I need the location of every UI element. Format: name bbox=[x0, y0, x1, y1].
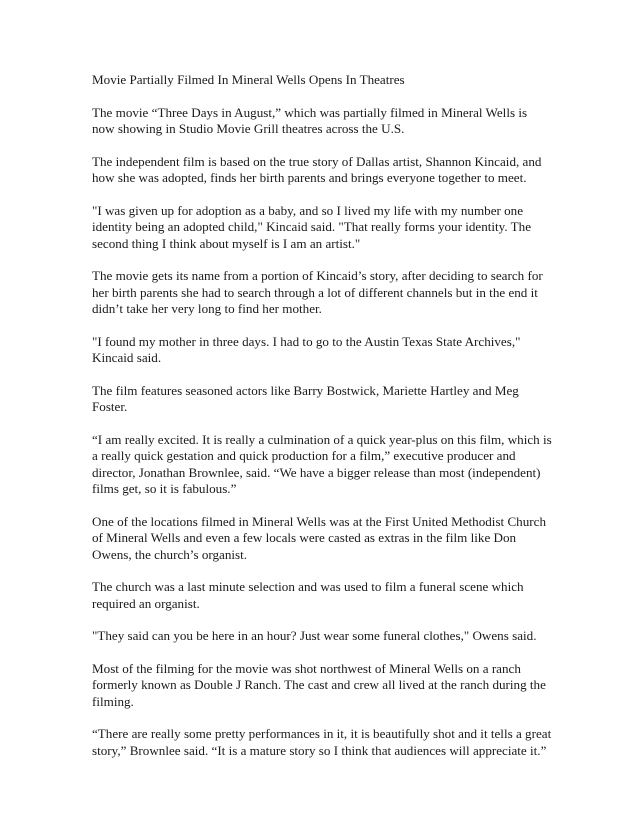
paragraph: The independent film is based on the true story of Dallas artist, Shannon Kincaid, and how she was adopted, finds her birth parents and brings everyone together to meet. bbox=[92, 153, 542, 185]
article-title: Movie Partially Filmed In Mineral Wells Opens In Theatres bbox=[92, 72, 405, 87]
paragraph: "I was given up for adoption as a baby, and so I lived my life with my number one identity being an adopted child," Kincaid said. "That really forms your identity. The second thing I think about myself is I am an artist." bbox=[92, 202, 532, 251]
paragraph: The movie gets its name from a portion of Kincaid’s story, after deciding to search for her birth parents she had to search through a lot of different channels but in the end it didn’t take her very long to find her mother. bbox=[92, 268, 543, 316]
paragraph: "They said can you be here in an hour? Just wear some funeral clothes," Owens said. bbox=[92, 628, 537, 643]
paragraph: The film features seasoned actors like Barry Bostwick, Mariette Hartley and Meg Foster. bbox=[92, 382, 519, 414]
document-page bbox=[92, 72, 552, 775]
paragraph: Most of the filming for the movie was shot northwest of Mineral Wells on a ranch formerly known as Double J Ranch. The cast and crew all lived at the ranch during the filming. bbox=[92, 660, 546, 709]
paragraph: The church was a last minute selection and was used to film a funeral scene which required an organist. bbox=[92, 579, 524, 611]
paragraph: "I found my mother in three days. I had to go to the Austin Texas State Archives," Kincaid said. bbox=[92, 333, 521, 365]
paragraph: One of the locations filmed in Mineral Wells was at the First United Methodist Church of Mineral Wells and even a few locals were casted as extras in the film like Don Owens, the church’s organist. bbox=[92, 513, 546, 562]
paragraph: “There are really some pretty performances in it, it is beautifully shot and it tells a great story,” Brownlee said. “It is a mature story so I think that audiences will appreciate it.” bbox=[92, 726, 552, 758]
paragraph: “I am really excited. It is really a culmination of a quick year-plus on this film, which is a really quick gestation and quick production for a film,” executive producer and director, Jonathan Brownlee, said. “We have a bigger release than most (independent) films get, so it is fabulous.” bbox=[92, 431, 552, 496]
paragraph: The movie “Three Days in August,” which was partially filmed in Mineral Wells is now showing in Studio Movie Grill theatres across the U.S. bbox=[92, 104, 528, 136]
